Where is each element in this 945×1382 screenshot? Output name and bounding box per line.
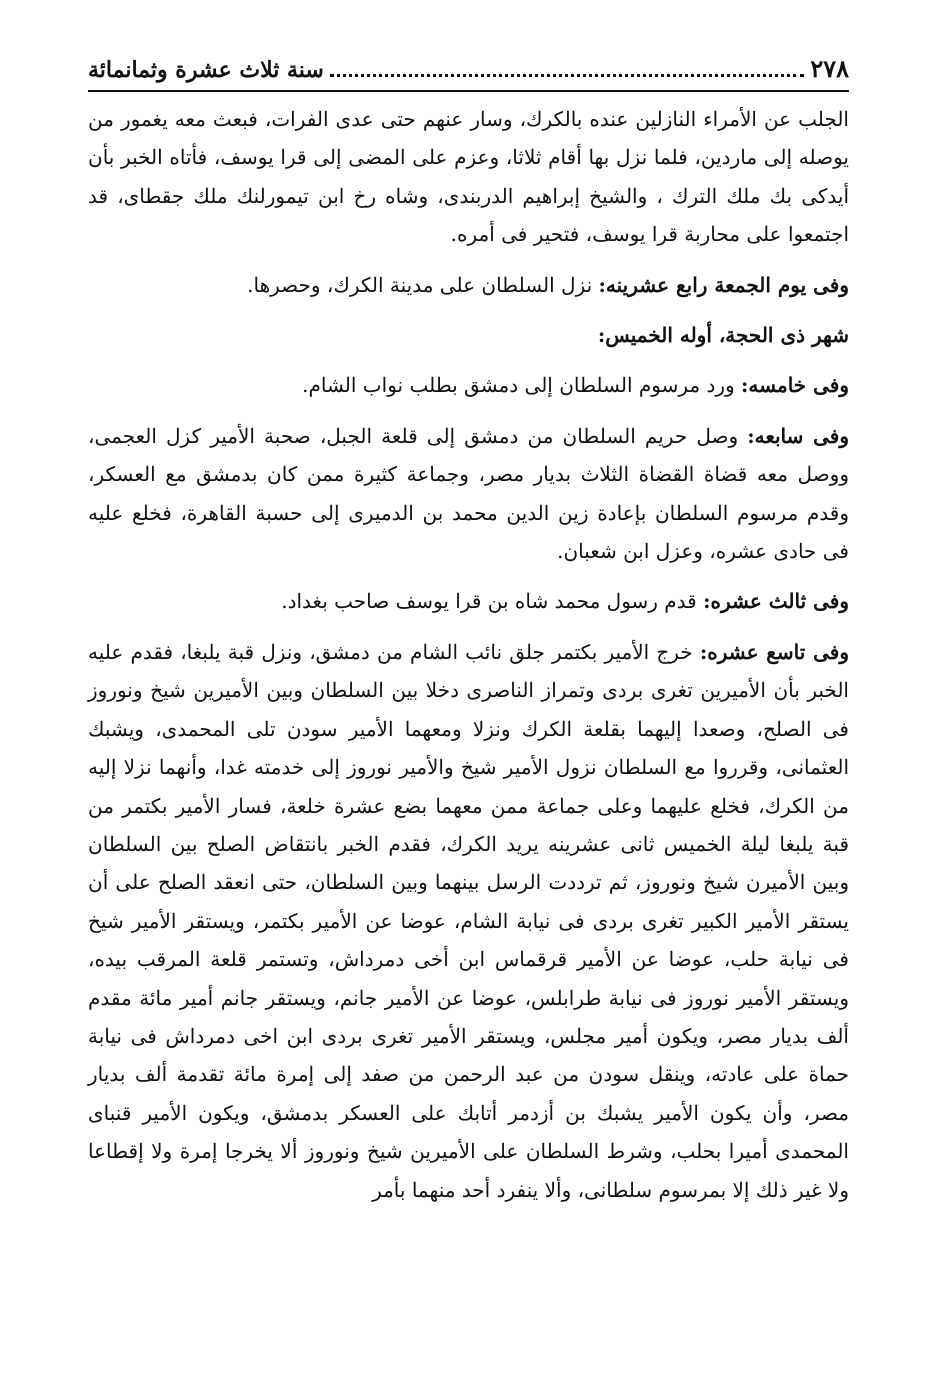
paragraph-7	[88, 633, 849, 1209]
date-lead: وفى خامسه:	[741, 373, 849, 398]
paragraph-4	[88, 366, 849, 404]
page-number: ٢٧٨	[810, 54, 849, 83]
page-body	[88, 100, 849, 1209]
running-title: سنة ثلاث عشرة وثمانمائة	[88, 57, 324, 83]
paragraph-2	[88, 266, 849, 304]
date-lead: وفى تاسع عشره:	[699, 639, 849, 664]
date-lead: وفى يوم الجمعة رابع عشرينه:	[598, 272, 849, 297]
paragraph-text: نزل السلطان على مدينة الكرك، وحصرها.	[247, 272, 599, 297]
date-lead: وفى سابعه:	[747, 423, 849, 448]
date-lead: وفى ثالث عشره:	[703, 589, 849, 614]
month-heading	[88, 316, 849, 354]
paragraph-text: خرج الأمير بكتمر جلق نائب الشام من دمشق، ونزل قبة يلبغا، فقدم عليه الخبر بأن الأميرين تغرى بردى وتمراز الناصرى دخلا بين السلطان وبين الأميرين شيخ ونوروز فى الصلح، وصعدا إليهما بقلعة الكرك ونزلا ومعهما الأمير سودن تلى المحمدى، ويشبك العثمانى، وقرروا مع السلطان نزول الأمير شيخ والأمير نوروز إلى خدمته غدا، وأنهما نزلا إليه من الكرك، فخلع عليهما وعلى جماعة ممن معهما بضع عشرة خلعة، فسار الأمير بكتمر من قبة يلبغا ليلة الخميس ثانى عشرينه يريد الكرك، فقدم الخبر بانتقاض الصلح بين السلطان وبين الأميرن شيخ ونوروز، ثم ترددت الرسل بينهما وبين السلطان، حتى انعقد الصلح على أن يستقر الأمير الكبير تغرى بردى فى نيابة الشام، عوضا عن الأمير بكتمر، ويستقر الأمير شيخ فى نيابة حلب، عوضا عن الأمير قرقماس ابن أخى دمرداش، وتستمر قلعة المرقب بيده، ويستقر الأمير نوروز فى نيابة طرابلس، عوضا عن الأمير جانم، ويستقر جانم أمير مائة مقدم ألف بديار مصر، ويكون أمير مجلس، ويستقر الأمير تغرى بردى ابن اخى دمرداش فى نيابة حماة على عادته، وينقل سودن من عبد الرحمن من صفد إلى إمرة مائة تقدمة ألف بديار مصر، وأن يكون الأمير يشبك بن أزدمر أتابك على العسكر بدمشق، ويكون الأمير قنباى المحمدى أميرا بحلب، وشرط السلطان على الأميرين شيخ ونوروز ألا يخرجا إمرة ولا إقطاعا ولا غير ذلك إلا بمرسوم سلطانى، وألا ينفرد أحد منهما بأمر	[88, 639, 849, 1202]
paragraph-text: قدم رسول محمد شاه بن قرا يوسف صاحب بغداد.	[281, 589, 704, 614]
paragraph-text: الجلب عن الأمراء النازلين عنده بالكرك، وسار عنهم حتى عدى الفرات، فبعث معه يغمور من يوصله إلى ماردين، فلما نزل بها أقام ثلاثا، وعزم على المضى إلى قرا يوسف، فأتاه الخبر بأن أيدكى بك ملك الترك ، والشيخ إبراهيم الدربندى، وشاه رخ ابن تيمورلنك ملك جقطاى، قد اجتمعوا على محاربة قرا يوسف، فتحير فى أمره.	[88, 107, 850, 247]
paragraph-text: وصل حريم السلطان من دمشق إلى قلعة الجبل، صحبة الأمير كزل العجمى، ووصل معه قضاة القضاة الثلاث بديار مصر، وجماعة كثيرة ممن كان بدمشق مع العسكر، وقدم مرسوم السلطان بإعادة زين الدين محمد بن الدميرى إلى حسبة القاهرة، فخلع عليه فى حادى عشره، وعزل ابن شعبان.	[88, 423, 849, 564]
paragraph-1	[88, 100, 849, 254]
running-header	[88, 52, 849, 92]
paragraph-5	[88, 417, 849, 571]
paragraph-text: ورد مرسوم السلطان إلى دمشق بطلب نواب الشام.	[302, 373, 742, 398]
header-leader-dots	[330, 74, 804, 77]
month-heading-text: شهر ذى الحجة، أوله الخميس:	[597, 323, 849, 348]
paragraph-6	[88, 582, 849, 620]
